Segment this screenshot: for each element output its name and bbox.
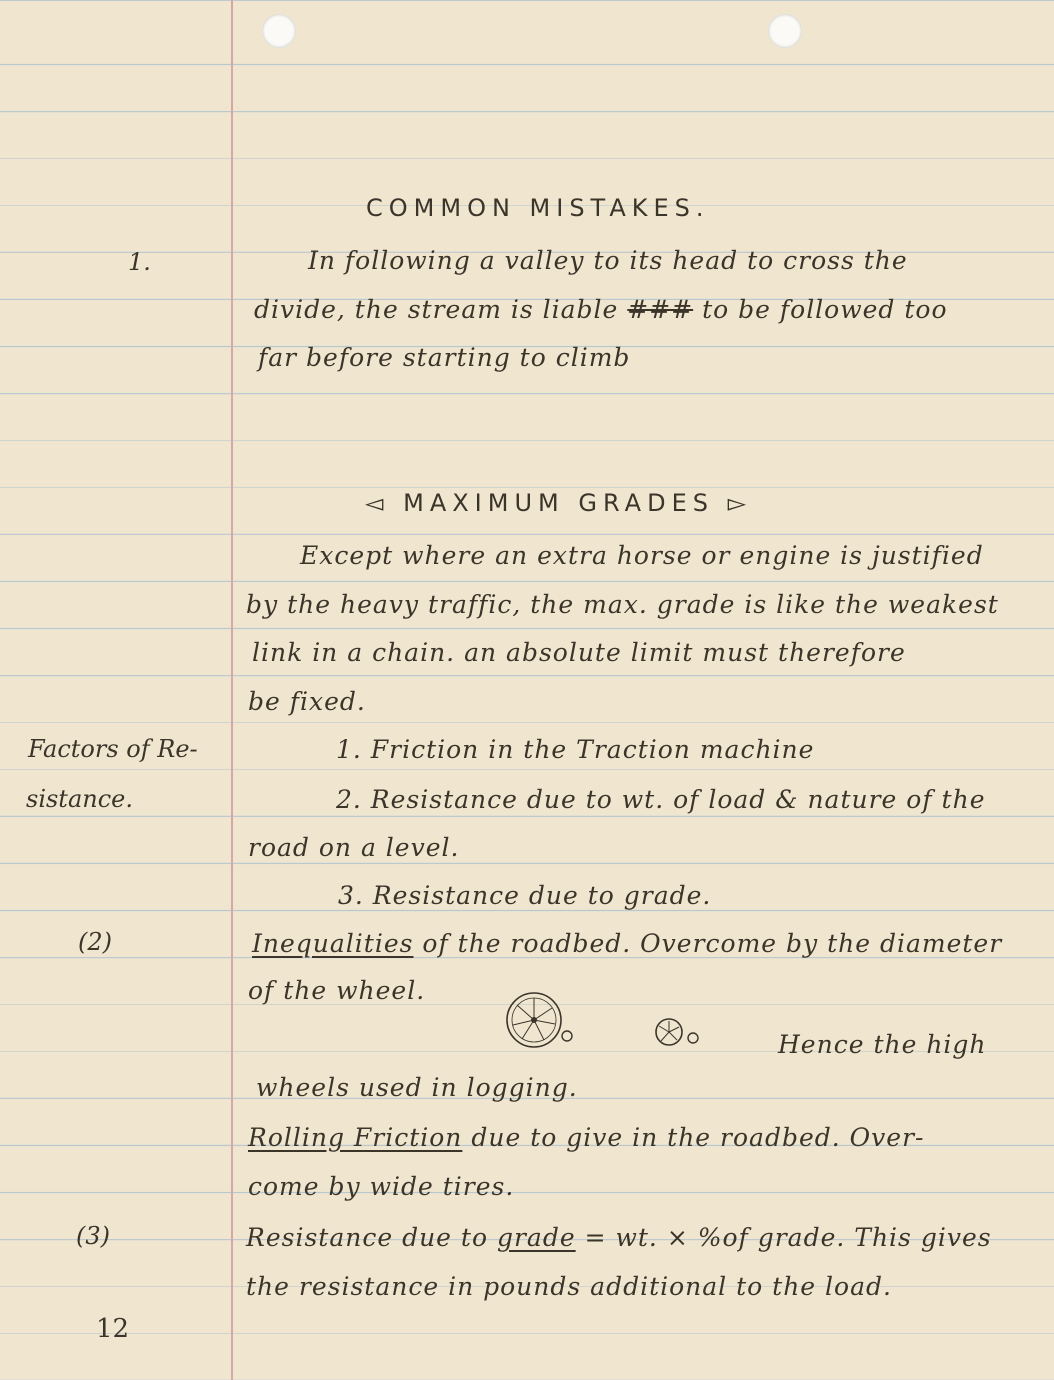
factor-3: 3. Resistance due to grade. (338, 881, 712, 910)
inequalities-line-1 (252, 929, 1002, 958)
grade-term: grade (496, 1223, 576, 1252)
margin-factors-line-1: Factors of Re- (28, 735, 198, 763)
small-wheel-sketch (652, 1015, 704, 1051)
grade-line-1 (246, 1223, 992, 1252)
struck-word: ### (627, 295, 694, 324)
item-marker-3: (3) (76, 1222, 110, 1250)
max-line-3: link in a chain. an absolute limit must therefore (252, 638, 906, 667)
inequalities-term: Inequalities (252, 929, 414, 958)
grade-rest: = wt. × %of grade. This gives (584, 1223, 992, 1252)
hence-line: Hence the high (778, 1030, 987, 1059)
inequalities-rest: of the roadbed. Overcome by the diameter (422, 929, 1003, 958)
rolling-rest: due to give in the roadbed. Over- (471, 1123, 925, 1152)
max-line-2: by the heavy traffic, the max. grade is like the weakest (246, 590, 999, 619)
heading-common-mistakes: COMMON MISTAKES. (366, 194, 710, 222)
rolling-line-2: come by wide tires. (248, 1172, 515, 1201)
item-marker-1: 1. (128, 248, 151, 276)
rolling-term: Rolling Friction (248, 1123, 463, 1152)
heading-maximum-grades (365, 489, 752, 517)
margin-line (231, 0, 233, 1380)
punch-hole (768, 14, 802, 48)
page-number: 12 (96, 1314, 130, 1344)
grade-prefix: Resistance due to (246, 1223, 489, 1252)
logging-line: wheels used in logging. (256, 1073, 578, 1102)
factor-1: 1. Friction in the Traction machine (336, 735, 815, 764)
max-line-1: Except where an extra horse or engine is justified (300, 541, 984, 570)
inequalities-line-2: of the wheel. (248, 976, 426, 1005)
common-line-1: In following a valley to its head to cross the (308, 246, 908, 275)
common-line-2 (254, 295, 948, 324)
grade-line-2: the resistance in pounds additional to the load. (246, 1272, 892, 1301)
common-line-2-start: divide, the stream is liable (254, 295, 619, 324)
factor-2: 2. Resistance due to wt. of load & nature of the (336, 785, 986, 814)
rolling-line-1 (248, 1123, 924, 1152)
heading-maximum-grades-text: MAXIMUM GRADES (403, 489, 714, 517)
margin-factors-line-2: sistance. (26, 785, 133, 813)
common-line-3: far before starting to climb (258, 343, 631, 372)
left-arrow-icon: ◅ (365, 489, 390, 517)
punch-hole (262, 14, 296, 48)
common-line-2-end: to be followed too (702, 295, 948, 324)
factor-2-cont: road on a level. (248, 833, 460, 862)
max-line-4: be fixed. (248, 687, 366, 716)
item-marker-2: (2) (78, 928, 112, 956)
right-arrow-icon: ▻ (727, 489, 753, 517)
large-wheel-sketch (500, 990, 578, 1052)
